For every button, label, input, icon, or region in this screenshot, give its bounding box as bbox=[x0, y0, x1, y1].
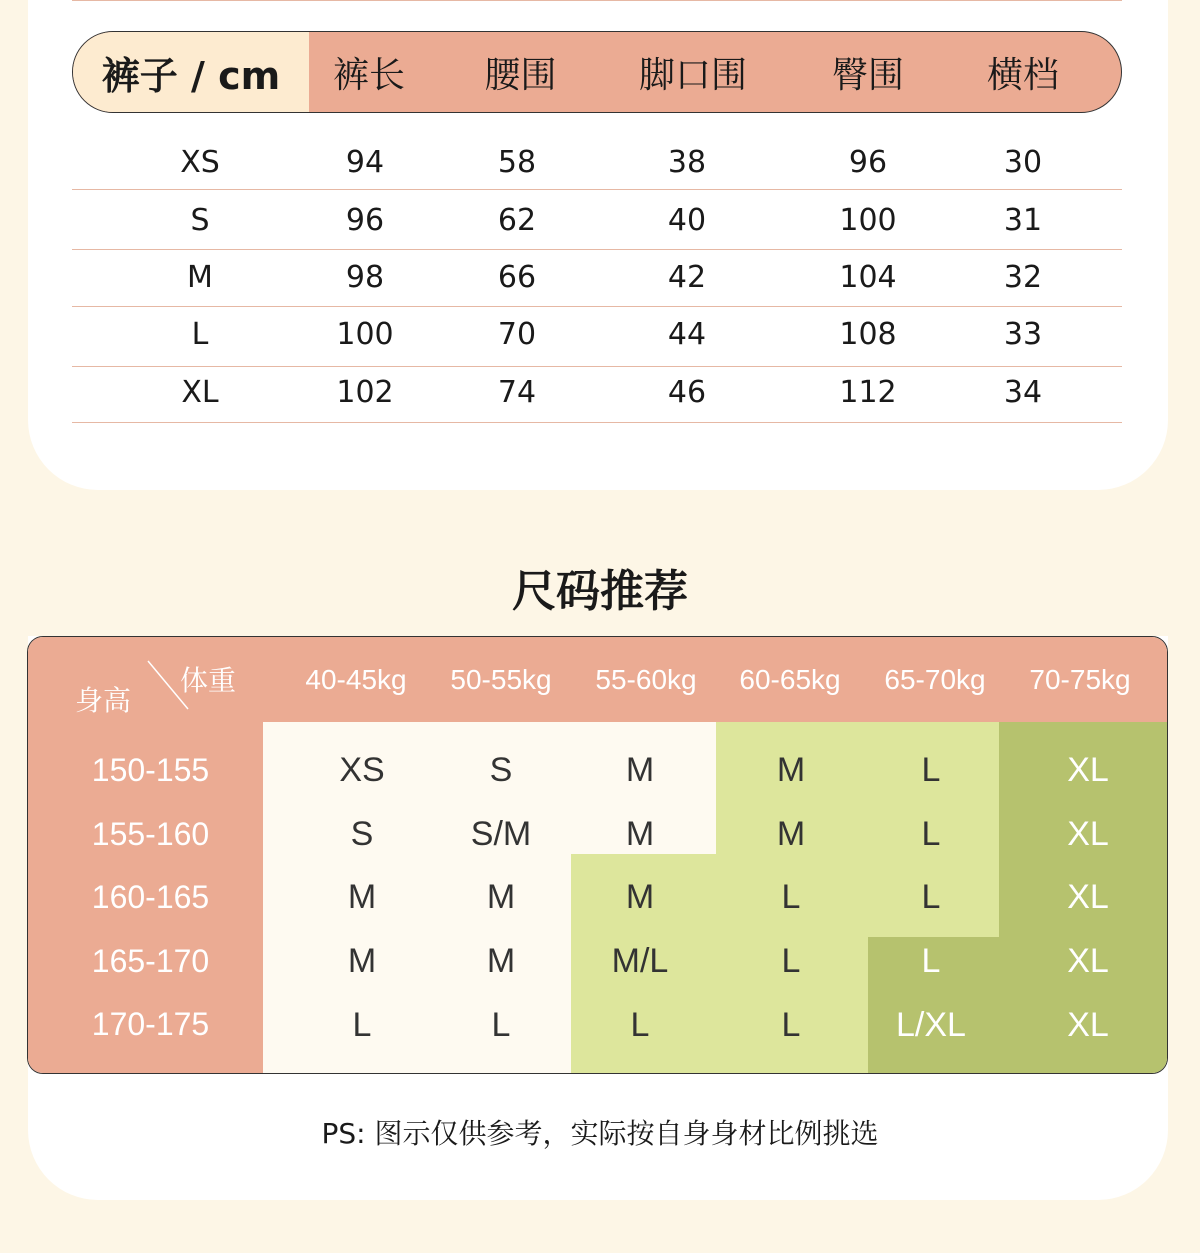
pants-value-cell: 96 bbox=[848, 145, 888, 180]
height-label: 170-175 bbox=[91, 1006, 210, 1042]
pants-value-cell: 70 bbox=[497, 317, 537, 352]
pants-value-cell: 33 bbox=[1003, 317, 1043, 352]
pants-value-cell: 112 bbox=[839, 375, 897, 410]
pants-value-cell: 42 bbox=[667, 260, 707, 295]
header-leg-opening: 脚口围 bbox=[638, 54, 747, 96]
size-cell: M bbox=[625, 815, 655, 853]
pants-value-cell: 46 bbox=[667, 375, 707, 410]
pants-table-header bbox=[72, 31, 1122, 113]
header-crotch: 横档 bbox=[986, 54, 1059, 96]
size-cell: XL bbox=[1067, 751, 1109, 789]
size-cell: M bbox=[347, 942, 377, 980]
pants-size-cell: S bbox=[190, 203, 210, 238]
section-title: 尺码推荐 bbox=[512, 566, 688, 617]
row-divider bbox=[72, 189, 1122, 190]
weight-header: 50-55kg bbox=[450, 664, 552, 695]
weight-header: 65-70kg bbox=[884, 664, 986, 695]
size-cell: L bbox=[921, 751, 941, 789]
size-recommendation-table bbox=[27, 636, 1168, 1074]
size-cell: L bbox=[921, 815, 941, 853]
size-cell: S bbox=[489, 751, 513, 789]
height-label: 160-165 bbox=[91, 879, 210, 915]
pants-value-cell: 100 bbox=[336, 317, 394, 352]
pants-value-cell: 32 bbox=[1003, 260, 1043, 295]
row-divider bbox=[72, 366, 1122, 367]
pants-value-cell: 94 bbox=[345, 145, 385, 180]
header-length: 裤长 bbox=[332, 54, 405, 96]
pants-unit-label: 裤子 / cm bbox=[73, 32, 309, 112]
height-label: 165-170 bbox=[91, 943, 210, 979]
pants-size-cell: M bbox=[187, 260, 213, 295]
size-cell: XL bbox=[1067, 878, 1109, 916]
footnote: PS: 图示仅供参考，实际按自身身材比例挑选 bbox=[321, 1117, 879, 1150]
size-cell: S bbox=[350, 815, 374, 853]
pants-value-cell: 74 bbox=[497, 375, 537, 410]
row-divider bbox=[72, 306, 1122, 307]
pants-value-cell: 66 bbox=[497, 260, 537, 295]
weight-header: 40-45kg bbox=[305, 664, 407, 695]
pants-value-cell: 34 bbox=[1003, 375, 1043, 410]
size-cell: M bbox=[486, 942, 516, 980]
size-cell: L bbox=[921, 878, 941, 916]
size-cell: L bbox=[630, 1006, 650, 1044]
pants-value-cell: 31 bbox=[1003, 203, 1043, 238]
size-cell: L/XL bbox=[896, 1006, 966, 1044]
size-cell: L bbox=[781, 878, 801, 916]
pants-size-cell: XL bbox=[181, 375, 219, 410]
height-label: 150-155 bbox=[91, 752, 210, 788]
size-cell: M bbox=[486, 878, 516, 916]
size-cell: L bbox=[921, 942, 941, 980]
pants-size-cell: XS bbox=[180, 145, 220, 180]
pants-value-cell: 62 bbox=[497, 203, 537, 238]
size-cell: L bbox=[352, 1006, 372, 1044]
pants-value-cell: 108 bbox=[839, 317, 897, 352]
pants-value-cell: 104 bbox=[839, 260, 897, 295]
row-divider bbox=[72, 249, 1122, 250]
weight-header: 55-60kg bbox=[595, 664, 697, 695]
top-divider bbox=[72, 0, 1122, 1]
pants-value-cell: 96 bbox=[345, 203, 385, 238]
height-label: 155-160 bbox=[91, 816, 210, 852]
corner-height-label: 身高 bbox=[74, 685, 131, 716]
pants-value-cell: 102 bbox=[336, 375, 394, 410]
size-cell: S/M bbox=[470, 815, 532, 853]
corner-weight-label: 体重 bbox=[179, 665, 236, 696]
size-cell: M bbox=[776, 815, 806, 853]
size-cell: L bbox=[781, 1006, 801, 1044]
pants-size-cell: L bbox=[191, 317, 209, 352]
header-waist: 腰围 bbox=[484, 54, 557, 96]
size-cell: L bbox=[781, 942, 801, 980]
pants-value-cell: 30 bbox=[1003, 145, 1043, 180]
header-hip: 臀围 bbox=[831, 54, 904, 96]
pants-value-cell: 98 bbox=[345, 260, 385, 295]
size-cell: XL bbox=[1067, 1006, 1109, 1044]
size-cell: XL bbox=[1067, 942, 1109, 980]
pants-value-cell: 100 bbox=[839, 203, 897, 238]
pants-value-cell: 44 bbox=[667, 317, 707, 352]
pants-value-cell: 38 bbox=[667, 145, 707, 180]
pants-value-cell: 58 bbox=[497, 145, 537, 180]
weight-header: 70-75kg bbox=[1029, 664, 1131, 695]
size-cell: M bbox=[776, 751, 806, 789]
size-cell: XL bbox=[1067, 815, 1109, 853]
size-cell: M bbox=[625, 878, 655, 916]
size-cell: XS bbox=[339, 751, 385, 789]
pants-value-cell: 40 bbox=[667, 203, 707, 238]
weight-header: 60-65kg bbox=[739, 664, 841, 695]
size-cell: M bbox=[625, 751, 655, 789]
corner-diagonal bbox=[146, 659, 191, 711]
row-divider bbox=[72, 422, 1122, 423]
zone-light-green bbox=[571, 854, 999, 869]
size-cell: M bbox=[347, 878, 377, 916]
size-cell: M/L bbox=[611, 942, 669, 980]
size-cell: L bbox=[491, 1006, 511, 1044]
